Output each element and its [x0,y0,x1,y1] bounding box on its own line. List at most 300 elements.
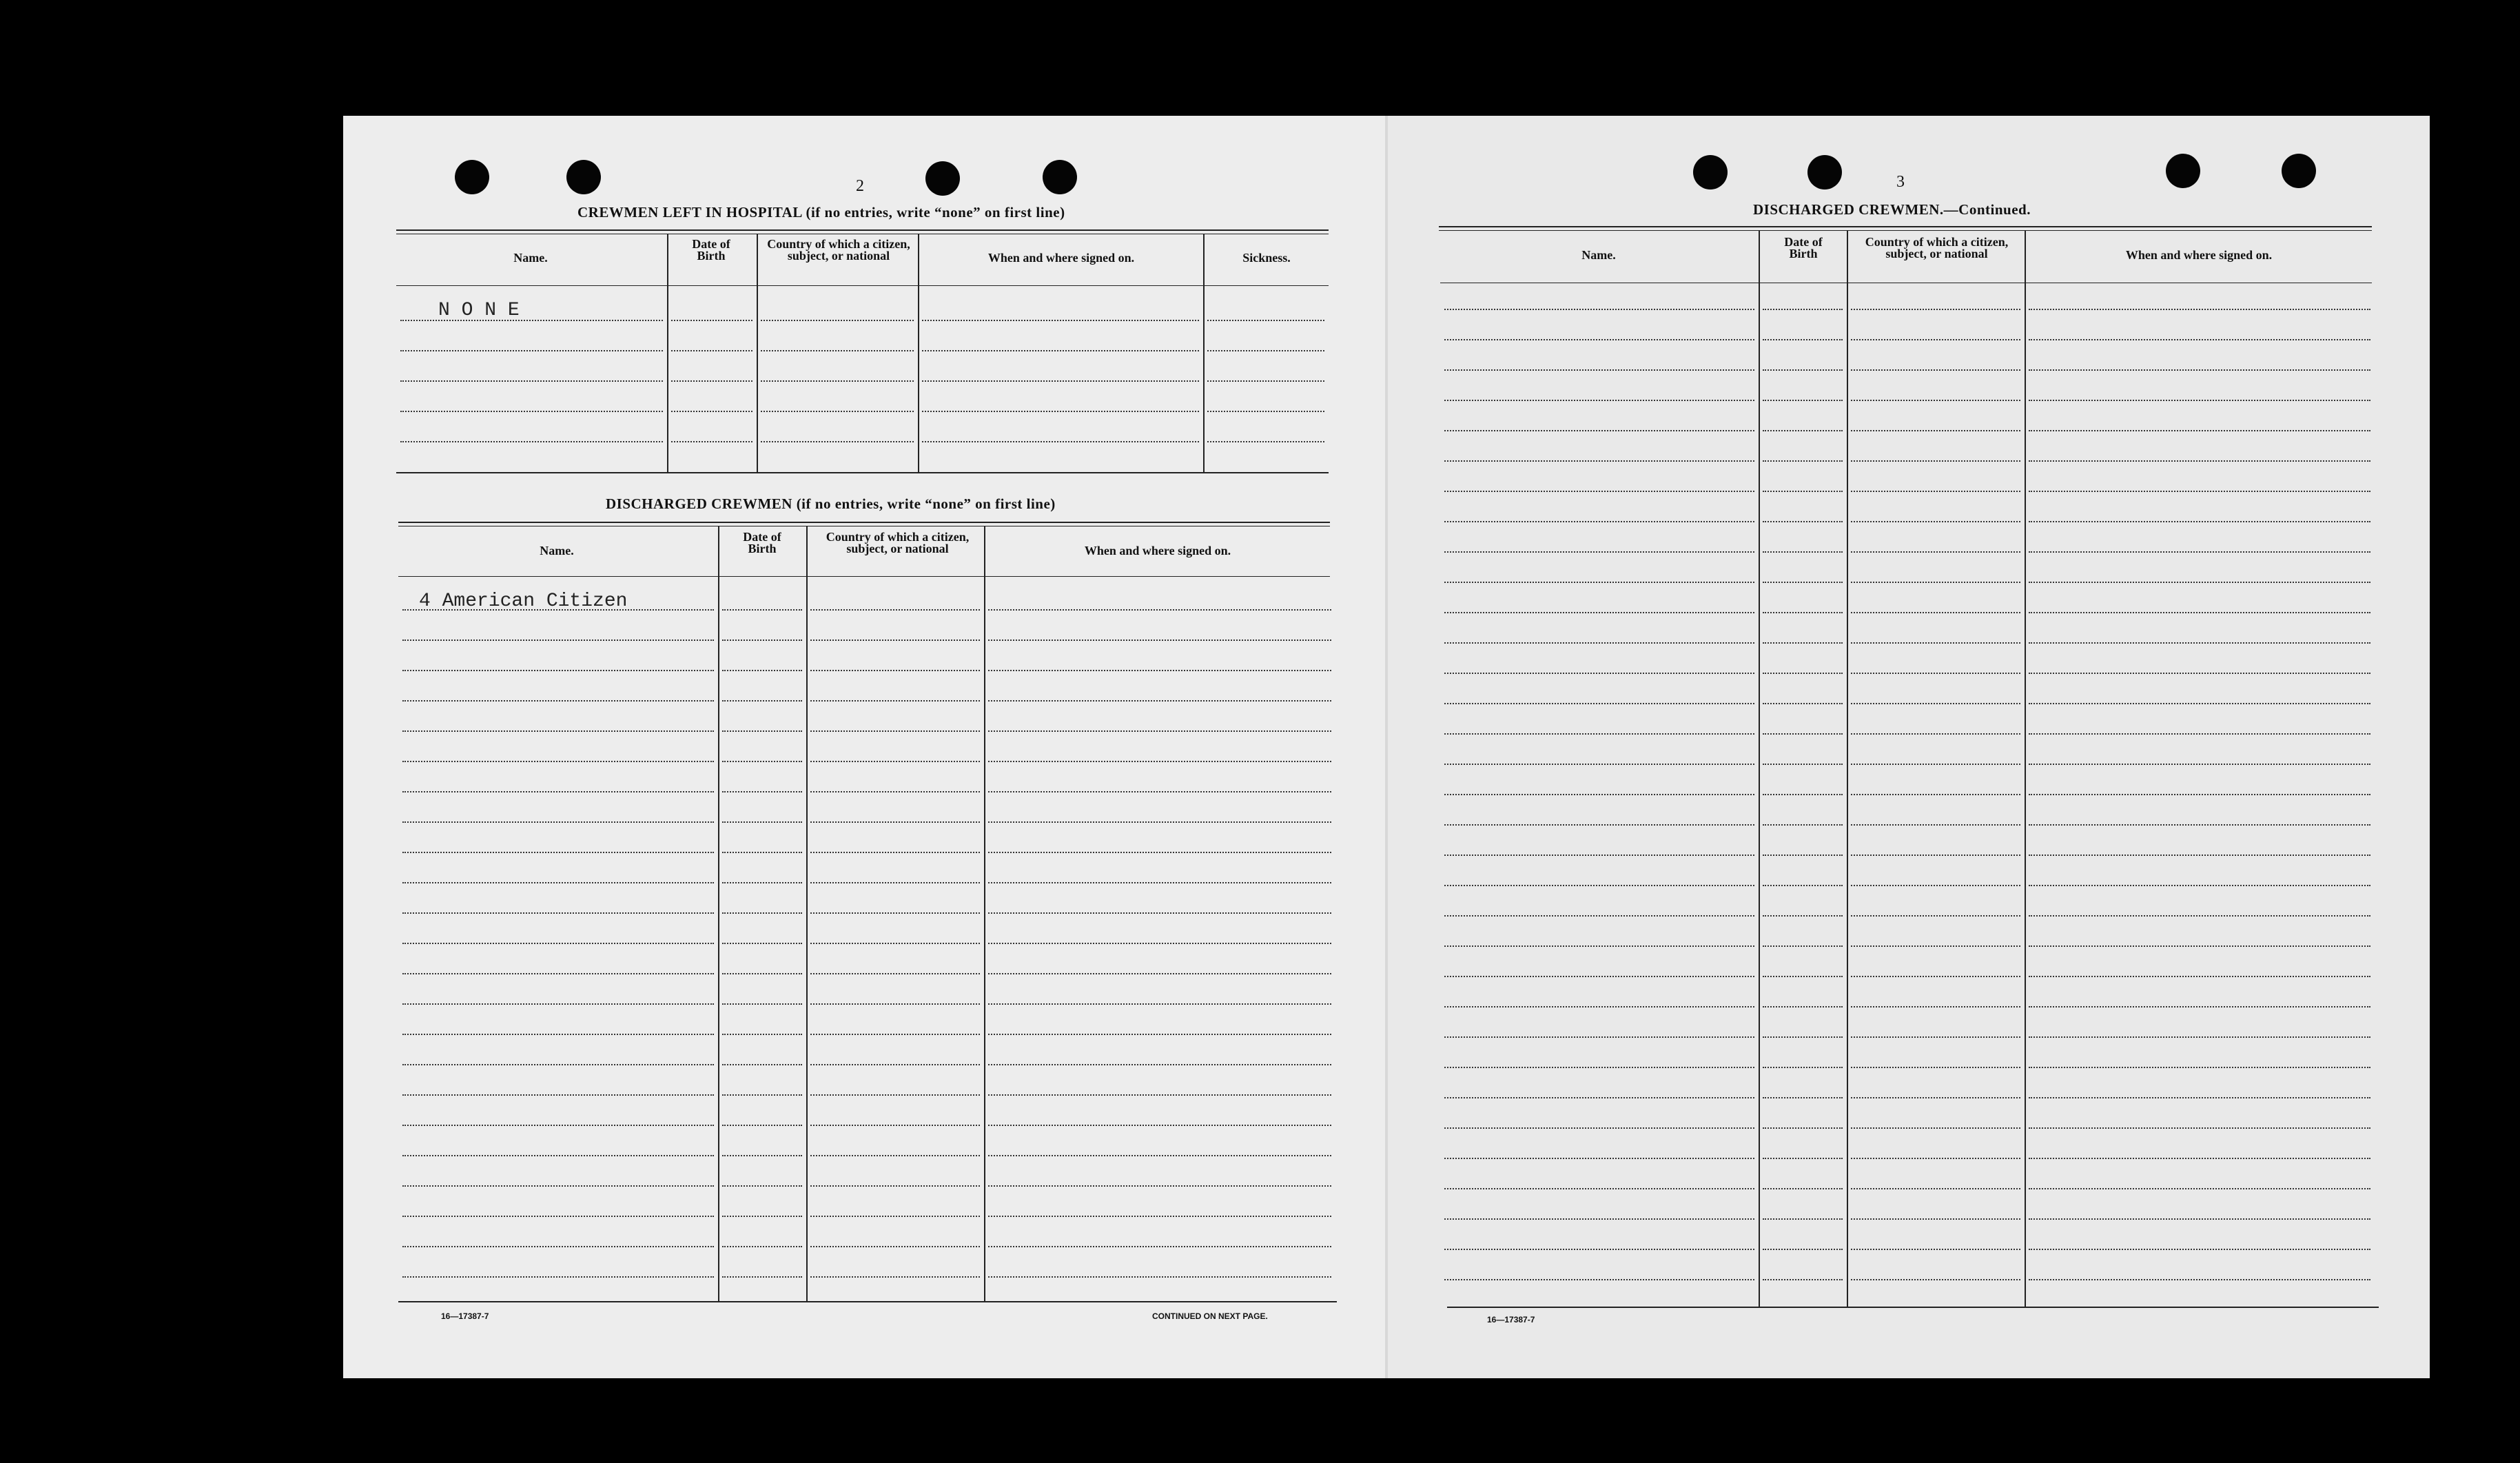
ruling-line [1444,673,1754,674]
ruling-line [1851,764,2020,765]
ruling-line [1851,521,2020,522]
hospital-col-sickness: Sickness. [1242,251,1291,265]
ruling-line [1763,400,1843,401]
discharged-col-dob: Date of Birth [743,530,781,555]
hospital-title-note: (if no entries, write “none” on first line) [806,204,1065,221]
ruling-line [988,761,1331,762]
ruling-line [1444,1067,1754,1068]
ruling-line [1851,1158,2020,1159]
ruling-line [2029,1127,2370,1129]
ruling-line [2029,1188,2370,1189]
hospital-col-divider [1203,234,1205,473]
ruling-line [1444,1279,1754,1280]
ruling-line [1851,945,2020,947]
ruling-line [722,761,802,762]
hospital-col-country: Country of which a citizen, subject, or national [767,237,910,263]
ruling-line [722,912,802,914]
ruling-line [722,1216,802,1217]
right-col-dob: Date of Birth [1784,235,1823,260]
ruling-line [1763,673,1843,674]
ruling-line [988,912,1331,914]
ruling-line [922,320,1199,321]
page-number-left: 2 [856,177,864,195]
ruling-line [2029,764,2370,765]
ruling-line [1444,855,1754,856]
ruling-line [402,730,714,732]
ruling-line [722,791,802,792]
ruling-line [2029,1067,2370,1068]
hospital-bottom-rule [396,472,1329,473]
ruling-line [988,1185,1331,1187]
ruling-line [400,380,663,382]
ruling-line [1763,1127,1843,1129]
ruling-line [1763,945,1843,947]
ruling-line [2029,1006,2370,1007]
ruling-line [810,1155,980,1156]
form-number-right: 16—17387-7 [1487,1315,1535,1324]
ruling-line [1444,612,1754,613]
ruling-line [1763,855,1843,856]
ruling-line [1763,339,1843,340]
ruling-line [402,821,714,823]
ruling-line [722,1003,802,1005]
ruling-line [2029,673,2370,674]
ruling-line [722,700,802,702]
ruling-line [1207,411,1324,412]
ruling-line [402,882,714,883]
ruling-line [1851,460,2020,462]
page-number-right: 3 [1896,173,1905,191]
ruling-line [810,912,980,914]
ruling-line [761,441,914,442]
ruling-line [810,1034,980,1035]
ruling-line [1444,885,1754,886]
ruling-line [1444,1218,1754,1220]
ruling-line [722,852,802,853]
ruling-line [988,1094,1331,1096]
ruling-line [671,411,752,412]
ruling-line [1444,430,1754,431]
ruling-line [810,1276,980,1278]
ruling-line [402,700,714,702]
ruling-line [1851,1067,2020,1068]
ruling-line [1444,733,1754,735]
ruling-line [2029,855,2370,856]
ruling-line [1851,1097,2020,1098]
ruling-line [402,852,714,853]
ruling-line [1851,1127,2020,1129]
ruling-line [1763,460,1843,462]
ruling-line [1763,1249,1843,1250]
ruling-line [1851,855,2020,856]
ruling-line [988,1125,1331,1126]
ruling-line [1444,491,1754,492]
ruling-line [922,441,1199,442]
ruling-line [722,609,802,611]
ruling-line [1763,642,1843,644]
punch-hole [566,160,601,194]
ruling-line [671,350,752,351]
ruling-line [810,1003,980,1005]
right-col-name: Name. [1581,248,1616,262]
ruling-line [722,882,802,883]
ruling-line [402,912,714,914]
ruling-line [722,1094,802,1096]
ruling-line [402,1246,714,1247]
ruling-line [2029,1036,2370,1038]
right-top-rule [1439,226,2372,227]
ruling-line [1851,642,2020,644]
ruling-line [988,973,1331,974]
ruling-line [1444,1036,1754,1038]
ruling-line [2029,460,2370,462]
ruling-line [1763,733,1843,735]
ruling-line [2029,491,2370,492]
ruling-line [402,1155,714,1156]
discharged-bottom-rule [398,1301,1337,1302]
ruling-line [1444,794,1754,795]
ruling-line [922,380,1199,382]
ruling-line [722,1185,802,1187]
ruling-line [810,852,980,853]
ruling-line [2029,824,2370,826]
ruling-line [402,791,714,792]
ruling-line [1851,551,2020,553]
ruling-line [1444,400,1754,401]
ruling-line [722,1034,802,1035]
ruling-line [988,609,1331,611]
ruling-line [2029,794,2370,795]
punch-hole [925,161,960,196]
ruling-line [1763,824,1843,826]
ruling-line [1763,491,1843,492]
continued-note: CONTINUED ON NEXT PAGE. [1152,1311,1268,1321]
ruling-line [2029,945,2370,947]
ruling-line [1444,764,1754,765]
ruling-line [922,411,1199,412]
ruling-line [1763,582,1843,583]
ruling-line [1444,460,1754,462]
ruling-line [1444,1158,1754,1159]
right-col-country: Country of which a citizen, subject, or national [1865,235,2009,260]
punch-hole [2166,154,2200,188]
ruling-line [402,670,714,671]
page-fold [1385,116,1388,1378]
ruling-line [400,441,663,442]
ruling-line [810,791,980,792]
ruling-line [1207,320,1324,321]
ruling-line [671,320,752,321]
hospital-header-rule [396,285,1329,286]
ruling-line [402,1216,714,1217]
ruling-line [2029,309,2370,310]
ruling-line [810,670,980,671]
ruling-line [2029,430,2370,431]
ruling-line [2029,582,2370,583]
right-col-signed: When and where signed on. [2125,248,2273,262]
ruling-line [1851,1249,2020,1250]
hospital-entry-none: N O N E [438,300,520,321]
ruling-line [402,1003,714,1005]
ruling-line [988,852,1331,853]
ruling-line [402,1185,714,1187]
hospital-col-divider [918,234,919,473]
ruling-line [400,350,663,351]
ruling-line [2029,1158,2370,1159]
ruling-line [1444,1006,1754,1007]
ruling-line [988,1064,1331,1065]
hospital-col-dob: Date of Birth [692,237,730,263]
ruling-line [761,320,914,321]
discharged-header-rule [398,576,1330,577]
ruling-line [2029,976,2370,977]
ruling-line [671,441,752,442]
right-col-divider [1847,231,1848,1307]
ruling-line [1763,1006,1843,1007]
ruling-line [2029,733,2370,735]
ruling-line [1763,915,1843,917]
hospital-section-title [577,204,1065,221]
ruling-line [988,700,1331,702]
right-top-rule-2 [1439,230,2372,231]
ruling-line [722,973,802,974]
punch-hole [1807,155,1842,190]
ruling-line [671,380,752,382]
ruling-line [1444,945,1754,947]
discharged-col-divider [806,526,808,1302]
ruling-line [1763,1279,1843,1280]
ruling-line [810,640,980,641]
discharged-col-country: Country of which a citizen, subject, or national [826,530,970,555]
right-col-divider [2025,231,2026,1307]
ruling-line [1851,582,2020,583]
ruling-line [1763,430,1843,431]
ruling-line [2029,1218,2370,1220]
right-section-title: DISCHARGED CREWMEN.—Continued. [1753,201,2031,218]
ruling-line [400,411,663,412]
ruling-line [402,609,714,611]
discharged-section-title [606,495,1056,513]
ruling-line [810,730,980,732]
ruling-line [988,730,1331,732]
ruling-line [1444,339,1754,340]
ruling-line [402,943,714,944]
ruling-line [402,1034,714,1035]
ruling-line [1851,400,2020,401]
discharged-title-note: (if no entries, write “none” on first line) [796,495,1056,512]
discharged-entry: 4 American Citizen [419,591,628,612]
ruling-line [1763,1067,1843,1068]
hospital-col-divider [667,234,668,473]
ruling-line [1851,824,2020,826]
ruling-line [1444,1188,1754,1189]
ruling-line [2029,612,2370,613]
ruling-line [1763,976,1843,977]
ruling-line [1851,673,2020,674]
discharged-col-divider [718,526,719,1302]
ruling-line [2029,642,2370,644]
ruling-line [1444,976,1754,977]
ruling-line [1763,885,1843,886]
hospital-col-divider [757,234,758,473]
punch-hole [2282,154,2316,188]
ruling-line [400,320,663,321]
ruling-line [1851,1006,2020,1007]
punch-hole [1043,160,1077,194]
ruling-line [2029,400,2370,401]
ruling-line [722,821,802,823]
ruling-line [2029,369,2370,371]
ruling-line [988,670,1331,671]
ruling-line [1444,1127,1754,1129]
ruling-line [1444,521,1754,522]
ruling-line [1207,350,1324,351]
ruling-line [2029,1279,2370,1280]
right-col-divider [1759,231,1760,1307]
ruling-line [722,943,802,944]
ruling-line [2029,339,2370,340]
ruling-line [1851,976,2020,977]
discharged-col-name: Name. [540,544,574,557]
ruling-line [988,1034,1331,1035]
ruling-line [722,1064,802,1065]
ruling-line [810,1064,980,1065]
hospital-title-text: CREWMEN LEFT IN HOSPITAL [577,204,802,221]
ruling-line [761,411,914,412]
ruling-line [988,1155,1331,1156]
ruling-line [1851,612,2020,613]
ruling-line [761,350,914,351]
ruling-line [810,882,980,883]
ruling-line [2029,885,2370,886]
ruling-line [2029,521,2370,522]
ruling-line [2029,1249,2370,1250]
ruling-line [722,670,802,671]
ruling-line [1444,824,1754,826]
ruling-line [1763,1097,1843,1098]
ruling-line [1851,309,2020,310]
ruling-line [810,1094,980,1096]
ruling-line [1851,1218,2020,1220]
ruling-line [1444,915,1754,917]
ruling-line [1851,339,2020,340]
ruling-line [2029,915,2370,917]
ruling-line [810,761,980,762]
ruling-line [2029,703,2370,704]
ruling-line [722,640,802,641]
ruling-line [810,943,980,944]
ruling-line [722,1125,802,1126]
ruling-line [1444,551,1754,553]
ruling-line [1763,369,1843,371]
ruling-line [988,1216,1331,1217]
ruling-line [1763,1158,1843,1159]
ruling-line [1851,491,2020,492]
ruling-line [722,1276,802,1278]
ruling-line [1444,1097,1754,1098]
ruling-line [1763,551,1843,553]
ruling-line [722,730,802,732]
right-bottom-rule [1447,1307,2379,1308]
ruling-line [1444,642,1754,644]
ruling-line [810,1185,980,1187]
discharged-title-text: DISCHARGED CREWMEN [606,495,792,512]
ruling-line [810,1246,980,1247]
ruling-line [988,791,1331,792]
ruling-line [1851,794,2020,795]
ruling-line [1207,441,1324,442]
ruling-line [810,821,980,823]
ruling-line [1763,764,1843,765]
ruling-line [722,1246,802,1247]
hospital-col-signed: When and where signed on. [987,251,1135,265]
ruling-line [810,700,980,702]
ruling-line [1444,1249,1754,1250]
ruling-line [402,761,714,762]
ruling-line [1763,612,1843,613]
discharged-top-rule [398,522,1330,523]
ruling-line [1763,521,1843,522]
ruling-line [1763,309,1843,310]
ruling-line [1763,1036,1843,1038]
ruling-line [922,350,1199,351]
ruling-line [402,1064,714,1065]
ruling-line [1851,915,2020,917]
ruling-line [1763,1188,1843,1189]
ruling-line [810,973,980,974]
ruling-line [1851,1188,2020,1189]
ruling-line [2029,1097,2370,1098]
ruling-line [1851,430,2020,431]
ruling-line [1444,703,1754,704]
discharged-col-signed: When and where signed on. [1084,544,1231,557]
hospital-col-name: Name. [513,251,548,265]
ruling-line [2029,551,2370,553]
ruling-line [1851,703,2020,704]
ruling-line [988,1003,1331,1005]
ruling-line [402,973,714,974]
ruling-line [988,882,1331,883]
punch-hole [455,160,489,194]
ruling-line [1763,794,1843,795]
discharged-col-divider [984,526,985,1302]
ruling-line [761,380,914,382]
ruling-line [1763,703,1843,704]
ruling-line [402,1276,714,1278]
ruling-line [1851,369,2020,371]
hospital-top-rule [396,229,1329,231]
ruling-line [1851,733,2020,735]
ruling-line [1444,369,1754,371]
ruling-line [1763,1218,1843,1220]
ruling-line [810,1216,980,1217]
ruling-line [402,1094,714,1096]
ruling-line [810,609,980,611]
ruling-line [1851,885,2020,886]
ruling-line [402,1125,714,1126]
ruling-line [1851,1279,2020,1280]
ruling-line [810,1125,980,1126]
ruling-line [988,1246,1331,1247]
ruling-line [1444,309,1754,310]
ruling-line [988,821,1331,823]
ruling-line [1207,380,1324,382]
ruling-line [722,1155,802,1156]
form-number-left: 16—17387-7 [441,1311,489,1321]
ruling-line [988,943,1331,944]
ruling-line [402,640,714,641]
ruling-line [988,640,1331,641]
